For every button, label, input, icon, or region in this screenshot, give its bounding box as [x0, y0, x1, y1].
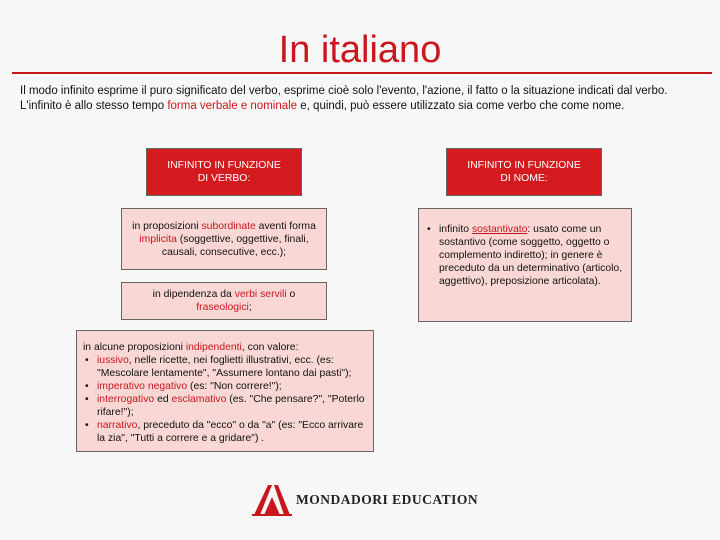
mondadori-logo-mark-icon [250, 481, 292, 517]
list-item-iussivo [83, 354, 367, 380]
title-divider [12, 72, 712, 74]
mondadori-education-logo [250, 481, 480, 517]
keyword-iussivo: iussivo [97, 355, 129, 366]
page-title: In italiano [278, 29, 442, 71]
list-item-sostantivato [425, 223, 623, 288]
subordinate-text [130, 220, 318, 259]
keyword-subordinate: subordinate [201, 220, 256, 232]
list-item-imperativo [83, 380, 367, 393]
servile-t2: o [286, 289, 296, 300]
independent-list [83, 354, 367, 445]
verb-function-header [146, 148, 302, 196]
list-item-interrogativo [83, 393, 367, 419]
sostantivato-t2: : usato come un sostantivo (come soggetto, oggetto o complemento indiretto); in genere è preceduto da un determinativo (articolo, aggettivo), preposizione articolata). [439, 224, 623, 287]
interrogativo-text: (es. "Che pensare?", "Poterlo rifare!"); [97, 394, 365, 418]
narrativo-text: , preceduto da "ecco" o da "a" (es: "Ecco arrivare la zia", "Tutti a correre e a gridare") . [97, 420, 364, 444]
subordinate-t1: in proposizioni [132, 220, 202, 232]
noun-header-line-2: DI NOME: [500, 173, 548, 184]
keyword-interrogativo: interrogativo [97, 394, 155, 405]
imperativo-text: (es: "Non correre!"); [187, 381, 282, 392]
verb-header-line-1: INFINITO IN FUNZIONE [167, 160, 281, 171]
keyword-sostantivato: sostantivato [471, 224, 528, 235]
keyword-esclamativo: esclamativo [171, 394, 227, 405]
subordinate-t2: aventi forma [255, 220, 316, 232]
independent-t1: in alcune proposizioni [83, 342, 186, 353]
intro-p2-end: e, quindi, può essere utilizzato sia come verbo che come nome. [297, 100, 625, 112]
subordinate-t3: (soggettive, oggettive, finali, causali, consecutive, ecc.); [161, 233, 309, 258]
logo-text: MONDADORI EDUCATION [296, 492, 479, 507]
iussivo-text: , nelle ricette, nei foglietti illustrativi, ecc. (es: "Mescolare lentamente", "Assumere lontano dai pasti"); [97, 355, 352, 379]
independent-intro [83, 341, 367, 354]
keyword-implicita: implicita [139, 233, 177, 245]
independent-box [76, 330, 374, 452]
verb-header-line-2: DI VERBO: [197, 173, 251, 184]
keyword-indipendenti: indipendenti [185, 342, 242, 353]
independent-t2: , con valore: [241, 342, 299, 353]
keyword-imperativo-negativo: imperativo negativo [97, 381, 188, 392]
keyword-narrativo: narrativo [97, 420, 138, 431]
noun-function-header [446, 148, 602, 196]
intro-p2-highlight: forma verbale e nominale [167, 100, 298, 112]
subordinate-box [121, 208, 327, 270]
noun-header-line-1: INFINITO IN FUNZIONE [467, 160, 581, 171]
intro-p2-start: L'infinito è allo stesso tempo [20, 100, 168, 112]
keyword-fraseologici: fraseologici [196, 302, 249, 313]
intro-paragraph-2 [20, 99, 710, 114]
sostantivato-t1: infinito [439, 224, 472, 235]
servile-t3: ; [248, 302, 252, 313]
servile-text [130, 288, 318, 314]
servile-t1: in dipendenza da [152, 289, 235, 300]
intro-text [20, 84, 710, 114]
list-item-narrativo [83, 419, 367, 445]
interrogativo-mid: ed [154, 394, 172, 405]
servile-verbs-box [121, 282, 327, 320]
substantivized-box [418, 208, 632, 322]
intro-paragraph-1: Il modo infinito esprime il puro significato del verbo, esprime cioè solo l'evento, l'azione, il fatto o la situazione indicati dal verbo. [20, 85, 668, 97]
keyword-verbi-servili: verbi servili [234, 289, 287, 300]
substantivized-list [425, 223, 623, 288]
